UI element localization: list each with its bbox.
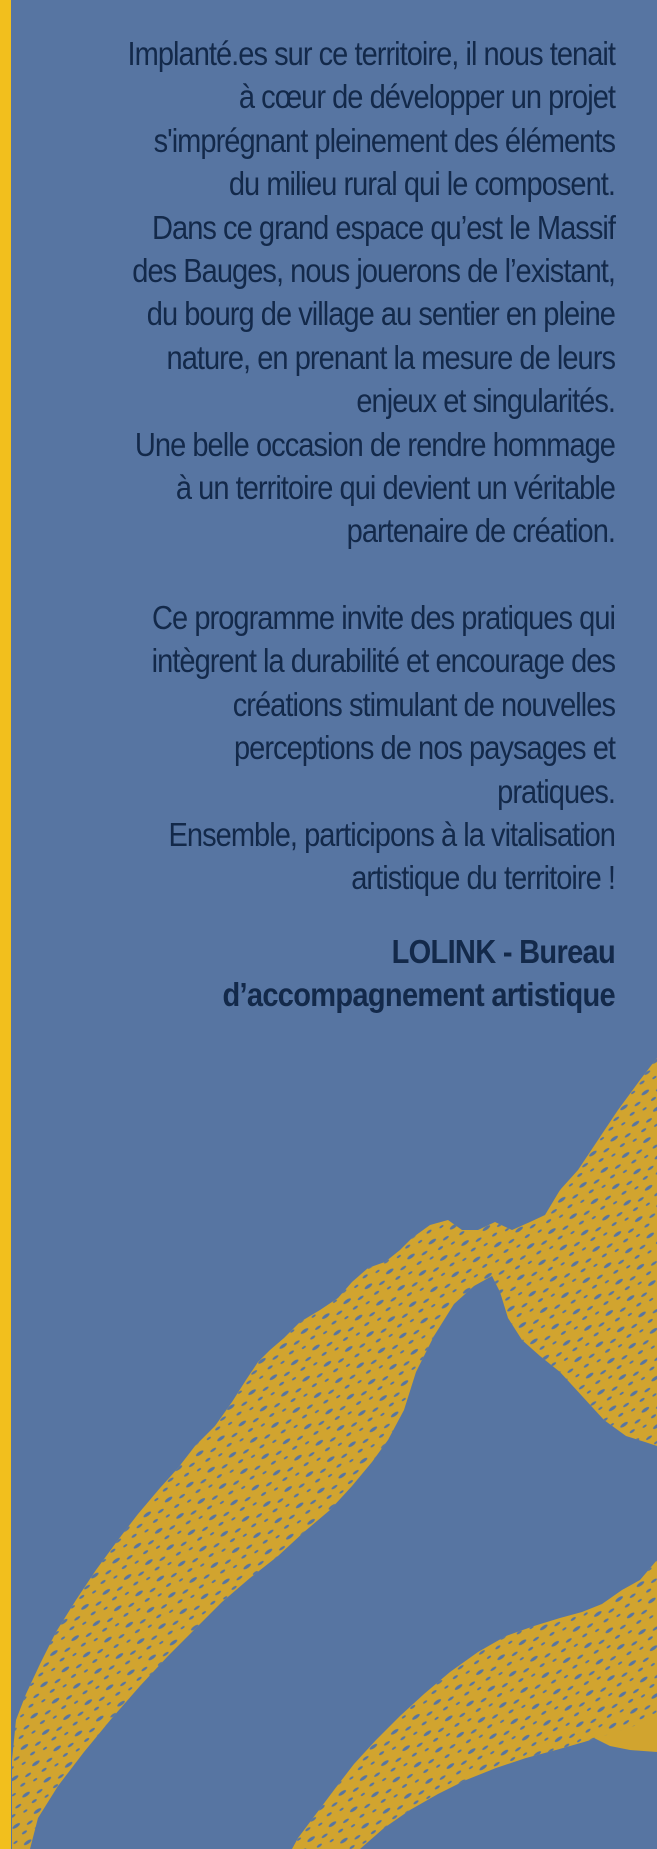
text-block	[127, 32, 615, 1016]
mountain-texture	[12, 1058, 657, 1849]
signature-line-1: LOLINK - Bureau	[391, 932, 615, 970]
signature	[127, 930, 615, 1016]
paragraph-programme: Ce programme invite des pratiques qui intègrent la durabilité et encourage des créations stimulant de nouvelles perceptions de nos paysages et pratiques.	[151, 598, 615, 810]
paragraph-hommage: Une belle occasion de rendre hommage à un territoire qui devient un véritable partenaire de création.	[134, 425, 615, 550]
paragraph-massif: Dans ce grand espace qu’est le Massif des Bauges, nous jouerons de l’existant, du bourg de village au sentier en pleine nature, en prenant la mesure de leurs enjeux et singularités.	[132, 208, 616, 420]
spacer	[127, 553, 615, 596]
paragraph-territory: Implanté.es sur ce territoire, il nous tenait à cœur de développer un projet s'imprégnant pleinement des éléments du milieu rural qui le composent.	[127, 35, 616, 203]
signature-line-2: d’accompagnement artistique	[222, 975, 615, 1013]
paragraph-ensemble: Ensemble, participons à la vitalisation artistique du territoire !	[168, 815, 615, 897]
spacer	[127, 900, 615, 930]
